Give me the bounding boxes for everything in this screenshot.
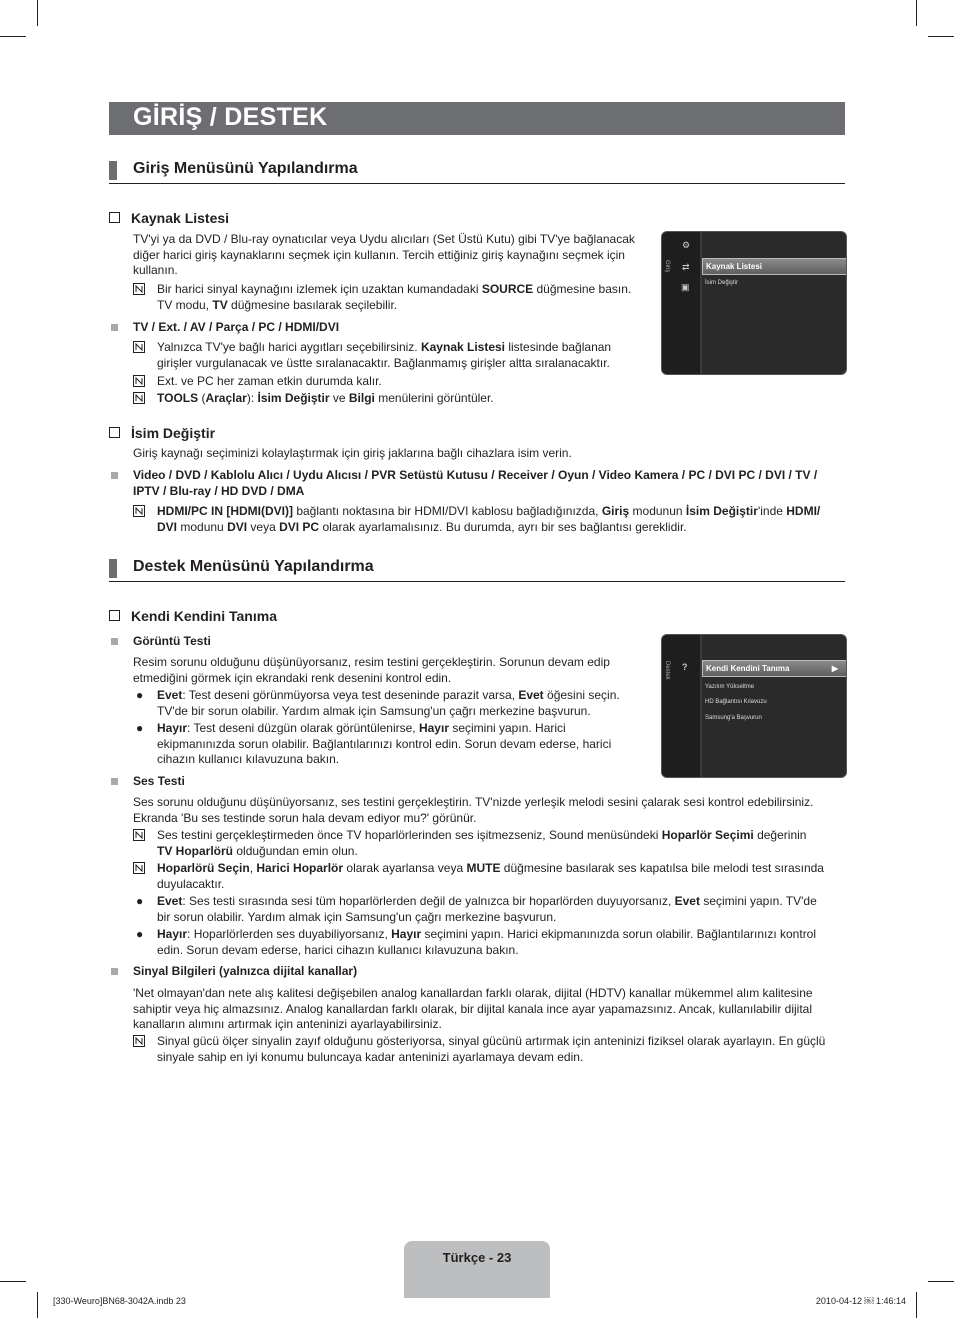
note-icon xyxy=(133,392,145,404)
subsection-title: Kendi Kendini Tanıma xyxy=(131,608,277,624)
text-line: Bir harici sinyal kaynağını izlemek için uzaktan kumandadaki SOURCE düğmesine basın. xyxy=(157,282,632,296)
note-icon xyxy=(133,829,145,841)
text-line: sahiptir veya hiç almazsınız. Analog kanallardan farklı olarak, bir dijital kanala ince ayar yapamazsınız. Ancak, kullanılabilir dijital xyxy=(133,1001,813,1016)
paragraph xyxy=(133,795,813,826)
subsection-kaynak-listesi xyxy=(109,210,229,226)
text-line: HDMI/PC IN [HDMI(DVI)] bağlantı noktasına bir HDMI/DVI kablosu bağladığınızda, Giriş modunun İsim Değiştir'inde HDMI/ xyxy=(157,504,821,518)
osd-rail xyxy=(700,232,702,374)
checkbox-icon xyxy=(109,610,120,621)
osd-side-label: Destek xyxy=(664,661,670,680)
osd-menu-item[interactable]: Samsung'a Başvurun xyxy=(705,715,762,721)
osd-selected-item[interactable]: Kaynak Listesi xyxy=(702,258,847,275)
page-banner xyxy=(109,102,845,135)
osd-side-label: Giriş xyxy=(664,260,670,273)
paragraph xyxy=(133,232,635,279)
paragraph: Giriş kaynağı seçiminizi kolaylaştırmak için giriş jaklarına bağlı cihazlara isim verin. xyxy=(133,446,572,460)
text-line: kanalların alımını artırmak için anteninizi ayarlayabilirsiniz. xyxy=(133,1017,442,1031)
subsection-kendi-kendini-tanima xyxy=(109,608,277,624)
text-line: Yalnızca TV'ye bağlı harici aygıtları seçebilirsiniz. Kaynak Listesi listesinde bağlanan xyxy=(157,340,612,354)
square-bullet-icon xyxy=(111,778,118,785)
osd-menu-destek xyxy=(661,634,847,778)
section-heading-giris xyxy=(109,159,845,184)
input-icon: ⇄ xyxy=(682,262,690,272)
heading-bar xyxy=(109,161,117,180)
help-icon: ▣ xyxy=(681,282,690,292)
checkbox-icon xyxy=(109,212,120,223)
section-title: Destek Menüsünü Yapılandırma xyxy=(133,558,374,575)
text-line: girişler vurgulanacak ve üstte sıralanacaktır. Bağlanmamış girişler altta sıralanacaktır. xyxy=(157,355,610,370)
bullet-dot-icon: ● xyxy=(136,721,144,735)
footer-file-info: [330-Weuro]BN68-3042A.indb 23 xyxy=(53,1296,186,1306)
text-line: Sinyal gücü ölçer sinyalin zayıf olduğunu gösteriyorsa, sinyal gücünü artırmak için anteninizi fiziksel olarak ayarlayın. En güçlü xyxy=(157,1034,826,1048)
text-line: etmediğini görmek için ekrandaki renk desenini kontrol edin. xyxy=(133,670,452,685)
osd-menu-item[interactable]: İsim Değiştir xyxy=(705,280,739,286)
question-icon: ? xyxy=(682,662,688,672)
page-title: GİRİŞ / DESTEK xyxy=(133,103,328,131)
text-line: Ekranda 'Bu ses testinde sorun hala devam ediyor mu?' görünür. xyxy=(133,810,477,825)
checkbox-icon xyxy=(109,427,120,438)
subsection-title: İsim Değiştir xyxy=(131,425,216,441)
bullet-dot-icon: ● xyxy=(136,927,144,941)
note-icon xyxy=(133,283,145,295)
text-line: Hayır: Test deseni düzgün olarak görüntülenirse, Hayır seçimini yapın. Harici xyxy=(157,721,566,735)
text-line: TV modu, TV düğmesine basılarak seçilebilir. xyxy=(157,297,398,312)
text-line: Ses sorunu olduğunu düşünüyorsanız, ses testini gerçekleştirin. TV'nizde yerleşik melodi sesini çalarak sesi kontrol edebilirsiniz. xyxy=(133,795,814,809)
osd-menu-item[interactable]: Yazılım Yükseltme xyxy=(705,684,755,690)
bullet-dot-icon: ● xyxy=(136,688,144,702)
square-bullet-icon xyxy=(111,968,118,975)
text-line: duyulacaktır. xyxy=(157,876,225,891)
note-icon xyxy=(133,862,145,874)
osd-menu-item[interactable]: HD Bağlantısı Kılavuzu xyxy=(705,699,767,705)
bullet-dot-icon: ● xyxy=(136,894,144,908)
text-line: ekipmanınızda sorun olabilir. Bağlantılarınızı kontrol edin. Sorun devam ederse, harici xyxy=(157,736,612,751)
text-line: edin. Sorun devam ederse, harici cihazın kullanıcı kılavuzuna bakın. xyxy=(157,942,519,957)
note-icon xyxy=(133,375,145,387)
subsection-isim-degistir xyxy=(109,425,215,441)
page-number-tab xyxy=(404,1241,550,1298)
text-line: kullanın. xyxy=(133,263,178,277)
square-bullet-icon xyxy=(111,472,118,479)
text-line: IPTV / Blu-ray / HD DVD / DMA xyxy=(133,483,305,498)
section-heading-destek xyxy=(109,557,845,582)
text-line: bir sorun olabilir. Yardım almak için Samsung'un çağrı merkezine başvurun. xyxy=(157,909,557,924)
text-line: Ses testini gerçekleştirmeden önce TV hoparlörlerinden ses işitmezseniz, Sound menüsündeki Hoparlör Seçimi değerinin xyxy=(157,828,807,842)
text-line: Hoparlörü Seçin, Harici Hoparlör olarak ayarlansa veya MUTE düğmesine basılarak ses kapatılsa bile melodi test sırasında xyxy=(157,861,824,875)
text-line: 'Net olmayan'dan nete alış kalitesi değişebilen analog kanallardan farklı olarak, dijital (HDTV) kanallar mükemmel alım kalitesine xyxy=(133,986,813,1000)
gear-icon: ⚙ xyxy=(682,240,691,250)
text-line: TV'de bir sorun olabilir. Yardım almak için Samsung'un çağrı merkezine başvurun. xyxy=(157,703,591,718)
square-bullet-icon xyxy=(111,638,118,645)
osd-rail xyxy=(700,635,702,777)
note-icon xyxy=(133,341,145,353)
text-line: sinyale sahip en iyi konumu buluncaya kadar anteninizi ayarlamaya devam edin. xyxy=(157,1049,584,1064)
text-line: TV Hoparlörü olduğundan emin olun. xyxy=(157,843,358,858)
osd-menu-giris xyxy=(661,231,847,375)
osd-side xyxy=(662,635,700,777)
section-title: Giriş Menüsünü Yapılandırma xyxy=(133,160,358,177)
square-bullet-icon xyxy=(111,324,118,331)
osd-selected-label: Kendi Kendini Tanıma xyxy=(706,664,790,673)
text-line: DVI modunu DVI veya DVI PC olarak ayarlamalısınız. Bu durumda, ayrı bir ses bağlantısı gereklidir. xyxy=(157,519,687,534)
osd-selected-item[interactable] xyxy=(702,660,847,677)
subsection-title: Kaynak Listesi xyxy=(131,210,230,226)
note-icon xyxy=(133,505,145,517)
text-line: Resim sorunu olduğunu düşünüyorsanız, resim testini gerçekleştirin. Sorunun devam edip xyxy=(133,655,610,669)
note-icon xyxy=(133,1035,145,1047)
paragraph xyxy=(133,655,610,686)
paragraph xyxy=(133,986,813,1033)
text-line: Evet: Test deseni görünmüyorsa veya test deseninde parazit varsa, Evet öğesini seçin. xyxy=(157,688,620,702)
text-line: Evet: Ses testi sırasında sesi tüm hoparlörlerden değil de yalnızca bir hoparlörden duyuyorsanız, Evet seçimini yapın. TV'de xyxy=(157,894,817,908)
text-line: Hayır: Hoparlörlerden ses duyabiliyorsanız, Hayır seçimini yapın. Harici ekipmanınızda sorun olabilir. Bağlantılarınızı kontrol xyxy=(157,927,817,941)
text-line: cihazın kullanıcı kılavuzuna bakın. xyxy=(157,752,340,766)
text-line: TV'yi ya da DVD / Blu-ray oynatıcılar veya Uydu alıcıları (Set Üstü Kutu) gibi TV'ye bağlanacak xyxy=(133,232,635,246)
page-number: Türkçe - 23 xyxy=(442,1250,512,1265)
heading-bar xyxy=(109,559,117,578)
footer-timestamp: 2010-04-12 ￼ 1:46:14 xyxy=(815,1296,906,1306)
osd-side xyxy=(662,232,700,374)
text-line: Video / DVD / Kablolu Alıcı / Uydu Alıcısı / PVR Setüstü Kutusu / Receiver / Oyun / Video Kamera / PC / DVI PC / DVI / TV / xyxy=(133,468,818,482)
text-line: diğer harici giriş kaynaklarını seçmek için kullanın. Tercih ettiğiniz giriş kaynağını seçmek için xyxy=(133,247,625,262)
play-arrow-icon: ▶ xyxy=(831,664,838,673)
